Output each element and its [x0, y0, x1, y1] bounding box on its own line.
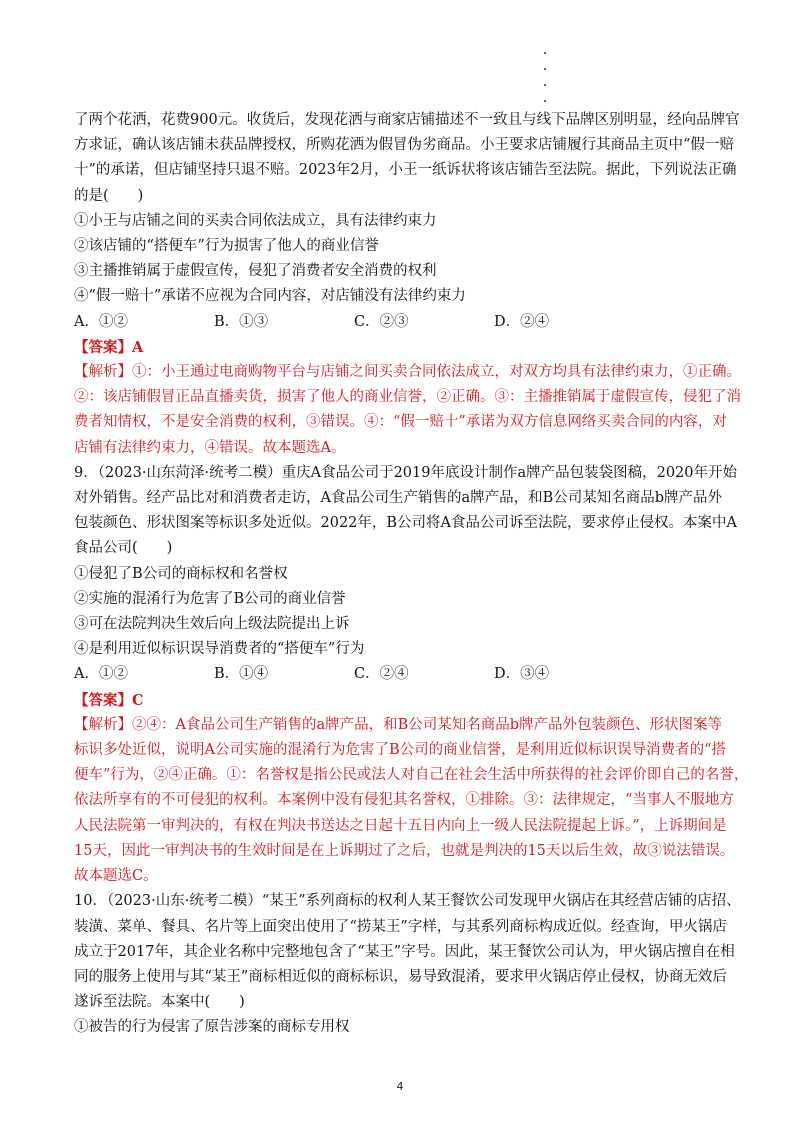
- question-text: 了两个花洒，花费900元。收货后，发现花洒与商家店铺描述不一致且与线下品牌区别明显，经向品牌官: [74, 112, 740, 128]
- answer-options: [74, 310, 734, 335]
- option-c: C．②③: [354, 313, 409, 330]
- question-text: 的是( ): [74, 187, 144, 204]
- statement-item: ③主播推销属于虚假宣传，侵犯了消费者安全消费的权利: [74, 263, 437, 280]
- question-9: [74, 461, 749, 889]
- answer-label: 【答案】C: [74, 691, 144, 709]
- option-a: A．①②: [74, 313, 128, 330]
- option-d: D．③④: [494, 666, 550, 683]
- statement-item: ②该店铺的“搭便车”行为损害了他人的商业信誉: [74, 238, 379, 255]
- statement-item: ①侵犯了B公司的商标权和名誉权: [74, 565, 288, 582]
- analysis-text: 便车”行为，②④正确。①：名誉权是指公民或法人对自己在社会生活中所获得的社会评价即自己的名誉，: [74, 767, 749, 784]
- page-content: [74, 108, 749, 1041]
- analysis-text: 费者知情权，不是安全消费的权利，③错误。④：“假一赔十”承诺为双方信息网络买卖合同的内容，对: [74, 414, 727, 431]
- analysis-text: 【解析】②④：A食品公司生产销售的a牌产品，和B公司某知名商品b牌产品外包装颜色、形状图案等: [74, 716, 723, 733]
- analysis-text: 15天，因此一审判决书的生效时间是在上诉期过了之后，也就是判决的15天以后生效，故③说法错误。: [74, 842, 735, 859]
- analysis-text: 标识多处近似，说明A公司实施的混淆行为危害了B公司的商业信誉，是利用近似标识误导消费者的“搭: [74, 742, 727, 759]
- analysis-text: 依法所享有的不可侵犯的权利。本案例中没有侵犯其名誉权，①排除。③：法律规定，“当事人不服地方: [74, 792, 734, 809]
- option-b: B．①③: [214, 313, 269, 330]
- option-c: C．②④: [354, 666, 409, 683]
- statement-item: ④是利用近似标识误导消费者的“搭便车”行为: [74, 641, 365, 658]
- question-text: 10．（2023·山东·统考二模）“某王”系列商标的权利人某王餐饮公司发现甲火锅店在其经营店铺的店招、: [74, 893, 741, 910]
- option-a: A．①②: [74, 666, 128, 683]
- question-text: 同的服务上使用与其“某王”商标相近似的商标标识，易导致混淆，要求甲火锅店停止侵权，协商无效后: [74, 968, 727, 985]
- answer-options: [74, 662, 734, 687]
- statement-item: ③可在法院判决生效后向上级法院提出上诉: [74, 616, 350, 633]
- question-text: 成立于2017年，其企业名称中完整地包含了“某王”字号。因此，某王餐饮公司认为，甲火锅店擅自在相: [74, 943, 735, 960]
- statement-item: ①被告的行为侵害了原告涉案的商标专用权: [74, 1019, 350, 1036]
- page-number: 4: [396, 1080, 404, 1093]
- question-text: 食品公司( ): [74, 540, 173, 557]
- question-text: 十”的承诺，但店铺坚持只退不赔。2023年2月，小王一纸诉状将该店铺告至法院。据此，下列说法正确: [74, 162, 737, 179]
- margin-dots: [543, 52, 549, 116]
- analysis-text: 人民法院第一审判决的，有权在判决书送达之日起十五日内向上一级人民法院提起上诉。”，上诉期间是: [74, 817, 727, 834]
- question-text: 方求证，确认该店铺未获品牌授权，所购花洒为假冒伪劣商品。小王要求店铺履行其商品主页中“假一赔: [74, 137, 734, 154]
- question-8: [74, 108, 741, 461]
- analysis-text: 【解析】①：小王通过电商购物平台与店铺之间买卖合同依法成立，对双方均具有法律约束力，①正确。: [74, 364, 741, 381]
- analysis-text: 故本题选C。: [74, 868, 158, 885]
- option-d: D．②④: [494, 313, 550, 330]
- question-text: 9．（2023·山东菏泽·统考二模）重庆A食品公司于2019年底设计制作a牌产品包装袋图稿，2020年开始: [74, 464, 738, 481]
- question-text: 装潢、菜单、餐具、名片等上面突出使用了“捞某王”字样，与其系列商标构成近似。经查询，甲火锅店: [74, 918, 727, 935]
- question-text: 对外销售。经产品比对和消费者走访，A食品公司生产销售的a牌产品，和B公司某知名商品b牌产品外: [74, 490, 723, 507]
- question-text: 遂诉至法院。本案中( ): [74, 994, 245, 1011]
- analysis-text: 店铺有法律约束力，④错误。故本题选A。: [74, 439, 346, 456]
- statement-item: ②实施的混淆行为危害了B公司的商业信誉: [74, 590, 346, 607]
- question-text: 包装颜色、形状图案等标识多处近似。2022年，B公司将A食品公司诉至法院，要求停止侵权。本案中A: [74, 515, 737, 532]
- statement-item: ④“假一赔十”承诺不应视为合同内容，对店铺没有法律约束力: [74, 288, 466, 305]
- statement-item: ①小王与店铺之间的买卖合同依法成立，具有法律约束力: [74, 212, 437, 229]
- answer-label: 【答案】A: [74, 338, 144, 356]
- question-10: [74, 889, 741, 1040]
- analysis-text: ②：该店铺假冒正品直播卖货，损害了他人的商业信誉，②正确。③：主播推销属于虚假宣传，侵犯了消: [74, 389, 741, 406]
- option-b: B．①④: [214, 666, 269, 683]
